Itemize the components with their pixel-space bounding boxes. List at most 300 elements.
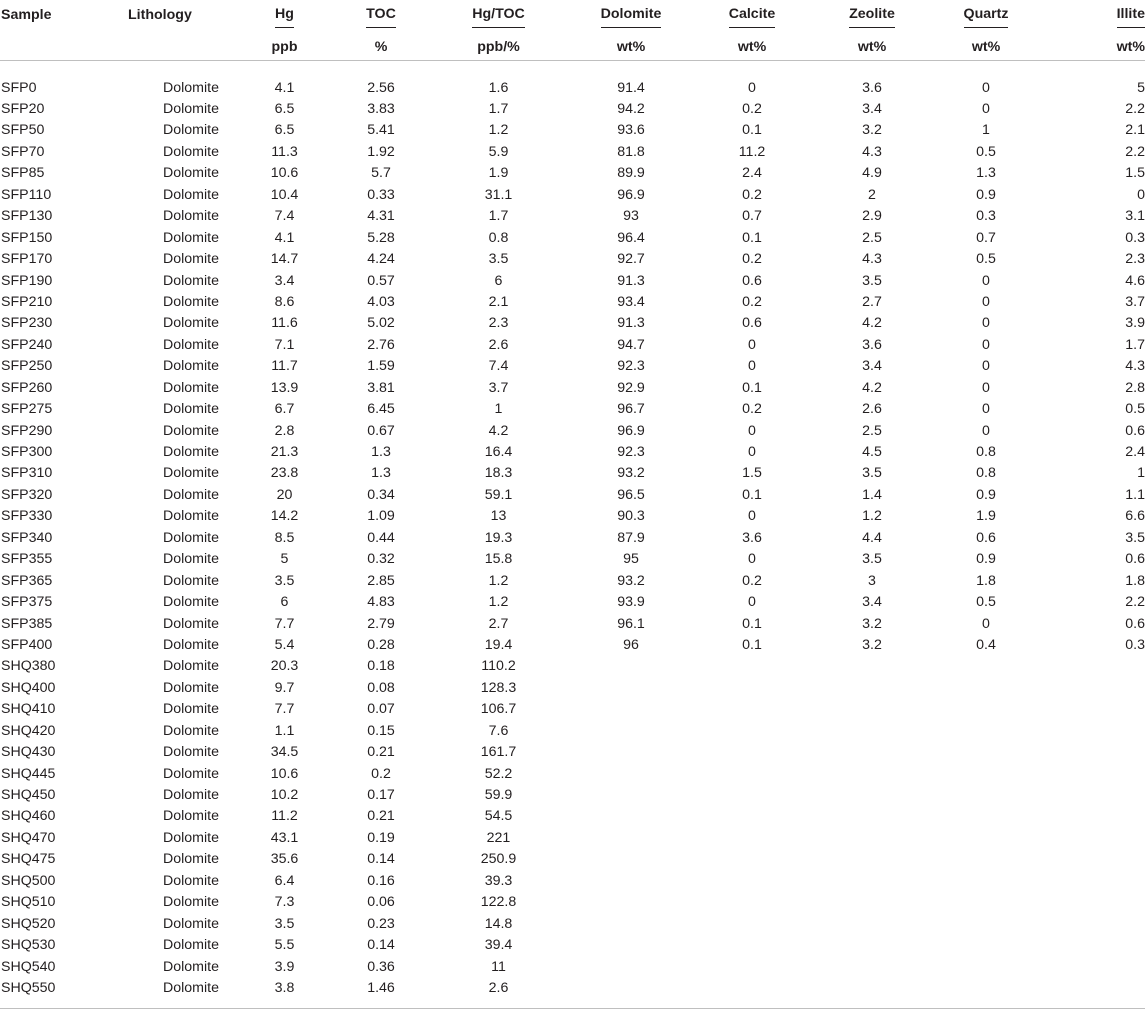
cell-quartz: 1.3 — [976, 165, 996, 182]
cell-zeolite — [808, 784, 936, 805]
cell-lithology: Dolomite — [163, 79, 219, 96]
cell-hg: 10.4 — [270, 186, 299, 203]
cell-sample: SHQ460 — [1, 808, 56, 825]
table-row — [0, 977, 1145, 998]
cell-hg: 13.9 — [270, 379, 299, 396]
cell-dolomite: 96.7 — [617, 401, 645, 418]
cell-illite: 0.3 — [1125, 636, 1145, 653]
unit-dolomite: wt% — [616, 39, 646, 55]
cell-calcite — [696, 677, 808, 698]
cell-calcite: 0.1 — [742, 486, 762, 503]
cell-calcite: 0 — [748, 551, 756, 568]
cell-lithology: Dolomite — [163, 465, 219, 482]
cell-lithology: Dolomite — [163, 336, 219, 353]
cell-lithology: Dolomite — [163, 272, 219, 289]
cell-toc: 0.21 — [367, 808, 395, 825]
cell-toc: 0.28 — [367, 636, 395, 653]
cell-toc: 0.32 — [367, 551, 395, 568]
cell-toc: 4.83 — [367, 594, 395, 611]
cell-illite: 0.5 — [1125, 401, 1145, 418]
cell-calcite — [696, 892, 808, 913]
cell-zeolite — [808, 742, 936, 763]
cell-quartz: 0.8 — [976, 465, 996, 482]
cell-lithology: Dolomite — [163, 143, 219, 160]
cell-zeolite — [808, 977, 936, 998]
cell-quartz: 0 — [982, 272, 990, 289]
cell-dolomite: 81.8 — [617, 143, 645, 160]
cell-dolomite: 91.3 — [617, 272, 645, 289]
cell-toc: 0.21 — [367, 744, 395, 761]
table-row — [0, 870, 1145, 891]
cell-lithology: Dolomite — [163, 422, 219, 439]
cell-dolomite: 93.6 — [617, 122, 645, 139]
cell-illite: 1.1 — [1125, 486, 1145, 503]
unit-hg: ppb — [271, 39, 298, 55]
cell-hg: 35.6 — [270, 851, 299, 868]
cell-dolomite: 96.5 — [617, 486, 645, 503]
cell-sample: SHQ530 — [1, 937, 56, 954]
cell-toc: 0.08 — [367, 679, 395, 696]
cell-toc: 0.34 — [367, 486, 395, 503]
cell-dolomite: 95 — [623, 551, 639, 568]
table-row — [0, 249, 1145, 270]
cell-toc: 5.41 — [367, 122, 395, 139]
cell-zeolite: 4.9 — [862, 165, 882, 182]
cell-hg-toc: 2.1 — [488, 293, 509, 310]
cell-illite: 0 — [1137, 186, 1145, 203]
cell-toc: 0.16 — [367, 872, 395, 889]
cell-dolomite: 87.9 — [617, 529, 645, 546]
cell-quartz — [936, 720, 1036, 741]
cell-hg: 20.3 — [270, 658, 299, 675]
cell-illite: 2.3 — [1125, 251, 1145, 268]
cell-quartz: 1.9 — [976, 508, 996, 525]
cell-illite — [1036, 977, 1145, 998]
cell-calcite — [696, 870, 808, 891]
cell-calcite: 0.2 — [742, 401, 762, 418]
cell-calcite: 0.1 — [742, 379, 762, 396]
unit-calcite: wt% — [737, 39, 767, 55]
cell-zeolite — [808, 699, 936, 720]
cell-toc: 4.03 — [367, 293, 395, 310]
cell-dolomite: 94.2 — [617, 101, 645, 118]
cell-hg: 6.7 — [274, 401, 295, 418]
cell-zeolite: 1.4 — [862, 486, 882, 503]
table-row — [0, 377, 1145, 398]
cell-hg-toc: 1.2 — [488, 594, 509, 611]
table-row — [0, 77, 1145, 98]
cell-illite — [1036, 784, 1145, 805]
cell-lithology: Dolomite — [163, 594, 219, 611]
cell-dolomite: 93.2 — [617, 465, 645, 482]
unit-quartz: wt% — [971, 39, 1001, 55]
cell-sample: SFP330 — [1, 508, 53, 525]
cell-lithology: Dolomite — [163, 701, 219, 718]
cell-zeolite: 2.9 — [862, 208, 882, 225]
table-row — [0, 549, 1145, 570]
cell-illite: 3.9 — [1125, 315, 1145, 332]
cell-hg: 6.5 — [274, 101, 295, 118]
cell-quartz: 0 — [982, 79, 990, 96]
cell-hg-toc: 4.2 — [488, 422, 509, 439]
table-row — [0, 806, 1145, 827]
cell-hg-toc: 7.4 — [488, 358, 509, 375]
cell-sample: SFP250 — [1, 358, 53, 375]
cell-sample: SFP210 — [1, 293, 53, 310]
cell-lithology: Dolomite — [163, 208, 219, 225]
cell-hg-toc: 122.8 — [480, 894, 517, 911]
cell-dolomite — [566, 656, 696, 677]
table-row — [0, 463, 1145, 484]
cell-hg: 3.8 — [274, 979, 295, 996]
cell-hg-toc: 3.5 — [488, 251, 509, 268]
cell-quartz: 0.5 — [976, 594, 996, 611]
cell-quartz: 0.9 — [976, 551, 996, 568]
cell-lithology: Dolomite — [163, 937, 219, 954]
cell-illite: 2.1 — [1125, 122, 1145, 139]
cell-zeolite — [808, 656, 936, 677]
cell-hg-toc: 15.8 — [484, 551, 513, 568]
cell-illite: 0.6 — [1125, 615, 1145, 632]
cell-sample: SFP375 — [1, 594, 53, 611]
cell-calcite — [696, 699, 808, 720]
cell-zeolite: 3.4 — [862, 358, 882, 375]
cell-lithology: Dolomite — [163, 315, 219, 332]
cell-sample: SFP0 — [1, 79, 37, 96]
cell-lithology: Dolomite — [163, 808, 219, 825]
cell-dolomite: 94.7 — [617, 336, 645, 353]
cell-hg: 4.1 — [274, 79, 295, 96]
cell-sample: SHQ550 — [1, 979, 56, 996]
header-spacer — [0, 61, 1145, 78]
unit-illite: wt% — [1116, 39, 1145, 55]
table-row — [0, 763, 1145, 784]
cell-calcite: 0.2 — [742, 293, 762, 310]
cell-quartz — [936, 656, 1036, 677]
cell-hg: 5.4 — [274, 636, 295, 653]
cell-zeolite: 3.2 — [862, 122, 882, 139]
cell-hg-toc: 39.3 — [484, 872, 513, 889]
cell-dolomite — [566, 784, 696, 805]
cell-zeolite — [808, 956, 936, 977]
cell-illite: 2.8 — [1125, 379, 1145, 396]
cell-sample: SFP310 — [1, 465, 53, 482]
cell-toc: 5.7 — [371, 165, 391, 182]
table-row — [0, 613, 1145, 634]
cell-sample: SHQ540 — [1, 958, 56, 975]
cell-quartz: 0 — [982, 358, 990, 375]
cell-hg: 8.6 — [274, 293, 295, 310]
table-row — [0, 506, 1145, 527]
cell-zeolite: 3.6 — [862, 336, 882, 353]
cell-toc: 0.18 — [367, 658, 395, 675]
cell-quartz — [936, 806, 1036, 827]
cell-dolomite: 92.9 — [617, 379, 645, 396]
cell-quartz: 0.9 — [976, 186, 996, 203]
cell-calcite — [696, 935, 808, 956]
cell-calcite: 11.2 — [738, 143, 766, 160]
cell-sample: SHQ470 — [1, 829, 56, 846]
cell-illite: 1.5 — [1125, 165, 1145, 182]
cell-toc: 0.19 — [367, 829, 395, 846]
cell-toc: 2.79 — [367, 615, 395, 632]
cell-calcite — [696, 720, 808, 741]
cell-zeolite: 4.2 — [862, 315, 882, 332]
unit-lithology — [128, 34, 238, 61]
cell-dolomite: 96 — [623, 636, 639, 653]
cell-illite: 6.6 — [1125, 508, 1145, 525]
table-row — [0, 120, 1145, 141]
cell-quartz: 0.7 — [976, 229, 996, 246]
cell-quartz — [936, 870, 1036, 891]
table-row — [0, 592, 1145, 613]
cell-zeolite: 3.4 — [862, 594, 882, 611]
cell-quartz — [936, 892, 1036, 913]
cell-hg-toc: 2.7 — [488, 615, 509, 632]
cell-illite: 0.3 — [1125, 229, 1145, 246]
cell-illite: 3.7 — [1125, 293, 1145, 310]
cell-sample: SFP300 — [1, 444, 53, 461]
header-names-row — [0, 0, 1145, 34]
cell-hg-toc: 221 — [486, 829, 511, 846]
cell-dolomite: 92.3 — [617, 444, 645, 461]
table-row — [0, 291, 1145, 312]
cell-calcite: 0 — [748, 358, 756, 375]
cell-sample: SFP320 — [1, 486, 53, 503]
cell-toc: 4.24 — [367, 251, 395, 268]
cell-sample: SFP275 — [1, 401, 53, 418]
cell-zeolite: 3.5 — [862, 272, 882, 289]
cell-lithology: Dolomite — [163, 787, 219, 804]
cell-dolomite — [566, 892, 696, 913]
cell-hg-toc: 0.8 — [488, 229, 509, 246]
cell-hg-toc: 5.9 — [488, 143, 509, 160]
cell-calcite: 0 — [748, 508, 756, 525]
table-row — [0, 334, 1145, 355]
cell-toc: 0.15 — [367, 722, 395, 739]
cell-lithology: Dolomite — [163, 722, 219, 739]
cell-quartz — [936, 742, 1036, 763]
cell-lithology: Dolomite — [163, 851, 219, 868]
cell-toc: 0.67 — [367, 422, 395, 439]
table-row — [0, 570, 1145, 591]
cell-hg: 5 — [280, 551, 289, 568]
cell-toc: 1.3 — [371, 444, 391, 461]
cell-dolomite: 92.7 — [617, 251, 645, 268]
cell-zeolite: 3.5 — [862, 465, 882, 482]
cell-sample: SHQ450 — [1, 787, 56, 804]
cell-sample: SFP170 — [1, 251, 53, 268]
cell-quartz: 0.8 — [976, 444, 996, 461]
table-row — [0, 913, 1145, 934]
cell-hg-toc: 31.1 — [484, 186, 513, 203]
cell-zeolite: 2.5 — [862, 229, 882, 246]
cell-toc: 5.02 — [367, 315, 395, 332]
table-row — [0, 849, 1145, 870]
table-row — [0, 827, 1145, 848]
unit-zeolite: wt% — [857, 39, 887, 55]
cell-hg-toc: 161.7 — [480, 744, 517, 761]
table-row — [0, 484, 1145, 505]
cell-calcite — [696, 784, 808, 805]
cell-quartz: 0.4 — [976, 636, 996, 653]
cell-toc: 2.56 — [367, 79, 395, 96]
cell-illite: 2.2 — [1125, 101, 1145, 118]
cell-quartz: 0 — [982, 336, 990, 353]
cell-hg: 3.9 — [274, 958, 295, 975]
cell-lithology: Dolomite — [163, 551, 219, 568]
cell-zeolite: 3.4 — [862, 101, 882, 118]
cell-hg: 14.2 — [270, 508, 299, 525]
cell-hg: 11.3 — [271, 143, 298, 160]
cell-lithology: Dolomite — [163, 251, 219, 268]
cell-lithology: Dolomite — [163, 229, 219, 246]
cell-dolomite: 96.9 — [617, 186, 645, 203]
cell-zeolite — [808, 720, 936, 741]
cell-sample: SHQ400 — [1, 679, 56, 696]
cell-quartz — [936, 956, 1036, 977]
cell-calcite: 0.1 — [742, 122, 762, 139]
cell-sample: SFP50 — [1, 122, 45, 139]
cell-illite — [1036, 699, 1145, 720]
table-row — [0, 956, 1145, 977]
cell-lithology: Dolomite — [163, 358, 219, 375]
cell-illite — [1036, 913, 1145, 934]
table-row — [0, 656, 1145, 677]
cell-sample: SFP190 — [1, 272, 53, 289]
cell-zeolite: 1.2 — [862, 508, 882, 525]
cell-calcite: 0.1 — [742, 229, 762, 246]
cell-hg-toc: 16.4 — [484, 444, 513, 461]
cell-hg: 7.7 — [274, 615, 295, 632]
cell-lithology: Dolomite — [163, 679, 219, 696]
cell-lithology: Dolomite — [163, 829, 219, 846]
cell-hg: 10.2 — [270, 787, 299, 804]
cell-sample: SHQ380 — [1, 658, 56, 675]
table-row — [0, 527, 1145, 548]
cell-sample: SHQ475 — [1, 851, 56, 868]
cell-quartz — [936, 827, 1036, 848]
cell-illite: 1.8 — [1125, 572, 1145, 589]
cell-lithology: Dolomite — [163, 101, 219, 118]
cell-dolomite: 92.3 — [617, 358, 645, 375]
table-body — [0, 77, 1145, 999]
cell-hg: 10.6 — [270, 165, 299, 182]
cell-hg-toc: 106.7 — [480, 701, 517, 718]
cell-sample: SFP260 — [1, 379, 53, 396]
cell-hg-toc: 52.2 — [484, 765, 513, 782]
cell-hg: 10.6 — [270, 765, 299, 782]
cell-illite: 4.6 — [1125, 272, 1145, 289]
cell-illite: 3.1 — [1125, 208, 1145, 225]
cell-toc: 0.23 — [367, 915, 395, 932]
cell-sample: SFP150 — [1, 229, 53, 246]
cell-illite: 1.7 — [1125, 336, 1145, 353]
cell-toc: 0.06 — [367, 894, 395, 911]
table-row — [0, 163, 1145, 184]
cell-zeolite — [808, 935, 936, 956]
table-row — [0, 677, 1145, 698]
cell-hg: 21.3 — [270, 444, 299, 461]
cell-illite — [1036, 720, 1145, 741]
cell-illite — [1036, 892, 1145, 913]
cell-dolomite — [566, 935, 696, 956]
column-header-calcite: Calcite — [696, 0, 808, 34]
cell-dolomite: 93.9 — [617, 594, 645, 611]
cell-sample: SFP240 — [1, 336, 53, 353]
table-row — [0, 313, 1145, 334]
cell-illite — [1036, 870, 1145, 891]
cell-calcite: 0 — [748, 336, 756, 353]
cell-dolomite — [566, 870, 696, 891]
table-row — [0, 742, 1145, 763]
cell-illite — [1036, 806, 1145, 827]
cell-toc: 1.46 — [367, 979, 395, 996]
cell-quartz — [936, 699, 1036, 720]
cell-quartz: 0 — [982, 379, 990, 396]
column-header-quartz: Quartz — [936, 0, 1036, 34]
cell-quartz — [936, 763, 1036, 784]
cell-lithology: Dolomite — [163, 958, 219, 975]
cell-illite — [1036, 656, 1145, 677]
cell-calcite — [696, 742, 808, 763]
cell-zeolite: 2 — [868, 186, 876, 203]
unit-toc: % — [374, 39, 388, 55]
cell-quartz: 0.5 — [976, 143, 996, 160]
cell-toc: 2.76 — [367, 336, 395, 353]
cell-lithology: Dolomite — [163, 615, 219, 632]
cell-hg-toc: 1.7 — [488, 101, 509, 118]
cell-quartz — [936, 935, 1036, 956]
cell-illite — [1036, 956, 1145, 977]
cell-illite — [1036, 742, 1145, 763]
table-row — [0, 141, 1145, 162]
cell-calcite: 0.6 — [742, 272, 762, 289]
table-row — [0, 98, 1145, 119]
cell-quartz: 1.8 — [976, 572, 996, 589]
cell-hg: 23.8 — [270, 465, 299, 482]
cell-toc: 1.3 — [371, 465, 391, 482]
cell-sample: SFP20 — [1, 101, 45, 118]
cell-hg: 3.5 — [274, 915, 295, 932]
cell-toc: 0.33 — [367, 186, 395, 203]
cell-hg-toc: 1.2 — [488, 122, 509, 139]
cell-zeolite — [808, 827, 936, 848]
table-row — [0, 892, 1145, 913]
cell-hg-toc: 1 — [494, 401, 503, 418]
cell-lithology: Dolomite — [163, 979, 219, 996]
cell-calcite — [696, 806, 808, 827]
cell-sample: SFP130 — [1, 208, 53, 225]
table-row — [0, 699, 1145, 720]
cell-toc: 0.57 — [367, 272, 395, 289]
cell-lithology: Dolomite — [163, 444, 219, 461]
cell-dolomite — [566, 913, 696, 934]
cell-calcite: 0.2 — [742, 101, 762, 118]
cell-zeolite: 3.6 — [862, 79, 882, 96]
cell-dolomite: 93.4 — [617, 293, 645, 310]
cell-sample: SFP230 — [1, 315, 53, 332]
cell-calcite: 2.4 — [742, 165, 762, 182]
cell-hg: 11.7 — [271, 358, 298, 375]
cell-lithology: Dolomite — [163, 486, 219, 503]
cell-dolomite — [566, 763, 696, 784]
cell-hg: 7.1 — [274, 336, 295, 353]
cell-hg-toc: 59.9 — [484, 787, 513, 804]
cell-dolomite: 96.9 — [617, 422, 645, 439]
column-header-zeolite: Zeolite — [808, 0, 936, 34]
cell-quartz — [936, 849, 1036, 870]
